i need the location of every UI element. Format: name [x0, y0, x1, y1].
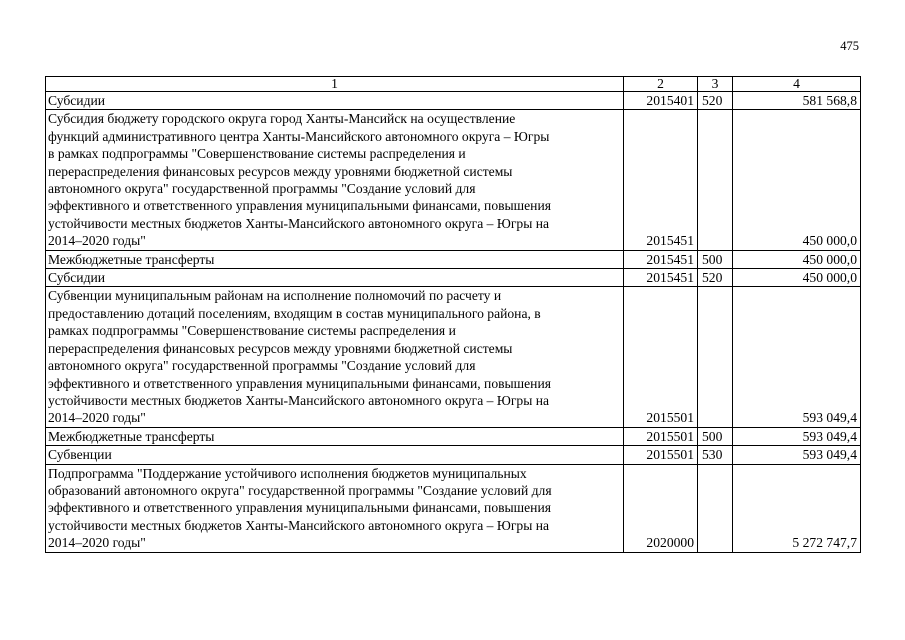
row-description	[46, 110, 624, 250]
description-line: образований автономного округа" государственной программы "Создание условий для	[48, 482, 552, 498]
row-amount: 581 568,8	[733, 92, 861, 110]
description-line: Субсидия бюджету городского округа город Ханты-Мансийск на осуществление	[48, 111, 516, 127]
row-expense-type: 500	[698, 250, 733, 268]
row-expense-type: 530	[698, 446, 733, 464]
row-target-code: 2015401	[624, 92, 698, 110]
description-line: перераспределения финансовых ресурсов между уровнями бюджетной системы	[48, 340, 513, 356]
row-description	[46, 250, 624, 268]
table-row	[46, 446, 861, 464]
row-description	[46, 446, 624, 464]
row-target-code: 2015501	[624, 287, 698, 427]
column-header-1: 1	[46, 77, 624, 92]
description-line: эффективного и ответственного управления муниципальными финансами, повышения	[48, 500, 551, 516]
description-line: Субсидии	[48, 270, 106, 286]
page-number: 475	[840, 39, 859, 53]
budget-table	[45, 76, 861, 553]
description-line: перераспределения финансовых ресурсов между уровнями бюджетной системы	[48, 163, 513, 179]
row-expense-type: 520	[698, 269, 733, 287]
row-amount: 5 272 747,7	[733, 464, 861, 552]
column-header-4: 4	[733, 77, 861, 92]
description-line: устойчивости местных бюджетов Ханты-Мансийского автономного округа – Югры на	[48, 215, 550, 231]
description-line: Межбюджетные трансферты	[48, 428, 215, 444]
row-amount: 593 049,4	[733, 446, 861, 464]
row-expense-type	[698, 287, 733, 427]
table-row	[46, 92, 861, 110]
description-line: эффективного и ответственного управления муниципальными финансами, повышения	[48, 198, 551, 214]
description-line: 2014–2020 годы"	[48, 233, 146, 249]
row-description	[46, 92, 624, 110]
column-header-3: 3	[698, 77, 733, 92]
description-line: Межбюджетные трансферты	[48, 251, 215, 267]
row-description	[46, 269, 624, 287]
row-amount: 593 049,4	[733, 287, 861, 427]
description-line: Субсидии	[48, 93, 106, 108]
column-header-2: 2	[624, 77, 698, 92]
description-line: рамках подпрограммы "Совершенствование системы распределения и	[48, 323, 456, 339]
row-description	[46, 464, 624, 552]
description-line: автономного округа" государственной программы "Создание условий для	[48, 358, 476, 374]
description-line: 2014–2020 годы"	[48, 410, 146, 426]
row-description	[46, 427, 624, 445]
row-amount: 593 049,4	[733, 427, 861, 445]
description-line: устойчивости местных бюджетов Ханты-Мансийского автономного округа – Югры на	[48, 392, 550, 408]
row-description	[46, 287, 624, 427]
description-line: 2014–2020 годы"	[48, 535, 146, 551]
description-line: функций административного центра Ханты-Мансийского автономного округа – Югры	[48, 128, 550, 144]
row-target-code: 2015451	[624, 110, 698, 250]
row-amount: 450 000,0	[733, 110, 861, 250]
table-row	[46, 464, 861, 552]
description-line: в рамках подпрограммы "Совершенствование системы распределения и	[48, 146, 466, 162]
table-header-row	[46, 77, 861, 92]
table-row	[46, 427, 861, 445]
row-target-code: 2015451	[624, 269, 698, 287]
row-target-code: 2015451	[624, 250, 698, 268]
description-line: автономного округа" государственной программы "Создание условий для	[48, 181, 476, 197]
description-line: эффективного и ответственного управления муниципальными финансами, повышения	[48, 375, 551, 391]
row-expense-type: 520	[698, 92, 733, 110]
table-row	[46, 110, 861, 250]
row-amount: 450 000,0	[733, 269, 861, 287]
description-line: устойчивости местных бюджетов Ханты-Мансийского автономного округа – Югры на	[48, 517, 550, 533]
row-target-code: 2015501	[624, 446, 698, 464]
row-target-code: 2015501	[624, 427, 698, 445]
description-line: предоставлению дотаций поселениям, входящим в состав муниципального района, в	[48, 305, 541, 321]
row-expense-type: 500	[698, 427, 733, 445]
description-line: Подпрограмма "Поддержание устойчивого исполнения бюджетов муниципальных	[48, 465, 527, 481]
row-expense-type	[698, 110, 733, 250]
description-line: Субвенции	[48, 447, 112, 463]
table-row	[46, 250, 861, 268]
description-line: Субвенции муниципальным районам на исполнение полномочий по расчету и	[48, 288, 502, 304]
table-row	[46, 269, 861, 287]
row-amount: 450 000,0	[733, 250, 861, 268]
table-row	[46, 287, 861, 427]
row-target-code: 2020000	[624, 464, 698, 552]
row-expense-type	[698, 464, 733, 552]
